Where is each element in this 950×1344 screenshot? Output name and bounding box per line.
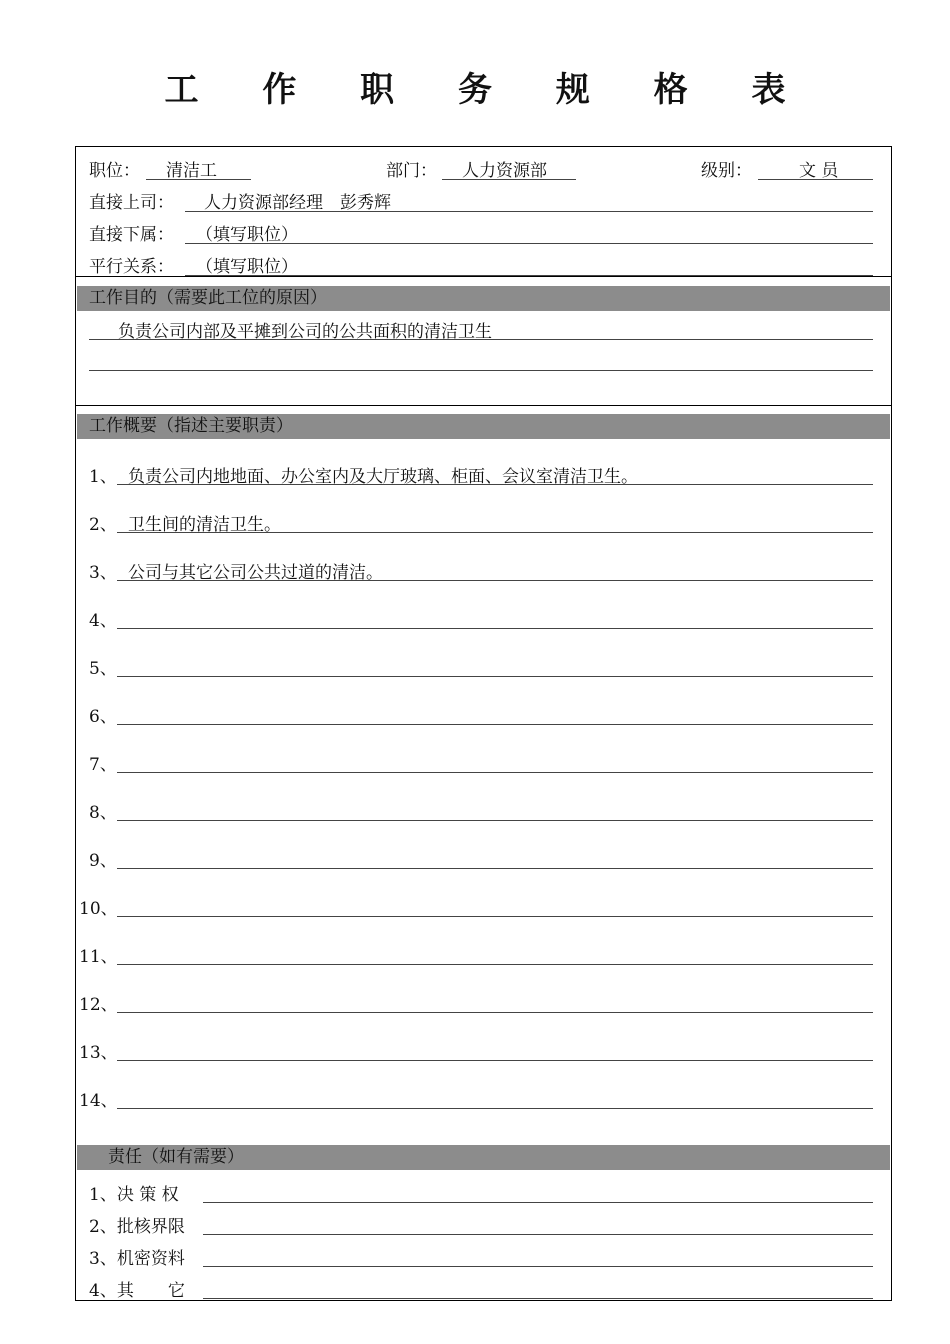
level-underline — [758, 179, 873, 180]
subordinate-value: （填写职位） — [196, 225, 298, 245]
responsibility-item-label: 1、决 策 权 — [89, 1185, 179, 1205]
summary-item-underline — [117, 1060, 873, 1061]
summary-item-underline — [117, 1108, 873, 1109]
responsibility-item-underline — [203, 1298, 873, 1299]
summary-item-number: 14、 — [79, 1091, 118, 1111]
supervisor-underline — [185, 211, 873, 212]
summary-item-underline — [117, 724, 873, 725]
summary-item-number: 6、 — [89, 707, 117, 727]
summary-item-number: 13、 — [79, 1043, 118, 1063]
summary-item-number: 10、 — [79, 899, 118, 919]
level-label: 级别： — [701, 161, 752, 181]
subordinate-label: 直接下属： — [89, 225, 174, 245]
purpose-section-bar — [77, 286, 890, 311]
position-underline — [146, 179, 251, 180]
dept-label: 部门： — [386, 161, 437, 181]
summary-item-text: 负责公司内地地面、办公室内及大厅玻璃、柜面、会议室清洁卫生。 — [128, 467, 638, 487]
summary-item-underline — [117, 964, 873, 965]
purpose-text: 负责公司内部及平摊到公司的公共面积的清洁卫生 — [118, 322, 492, 342]
summary-item-underline — [117, 868, 873, 869]
responsibility-heading: 责任（如有需要） — [108, 1147, 244, 1167]
summary-heading: 工作概要（指述主要职责） — [89, 416, 293, 436]
summary-item-underline — [117, 628, 873, 629]
page-title: 工 作 职 务 规 格 表 — [164, 70, 812, 110]
summary-item-underline — [117, 676, 873, 677]
summary-item-number: 5、 — [89, 659, 117, 679]
summary-item-number: 8、 — [89, 803, 117, 823]
supervisor-value: 人力资源部经理 彭秀辉 — [204, 193, 391, 213]
parallel-label: 平行关系： — [89, 257, 174, 277]
summary-item-number: 9、 — [89, 851, 117, 871]
responsibility-item-label: 2、批核界限 — [89, 1217, 185, 1237]
summary-item-underline — [117, 532, 873, 533]
responsibility-item-underline — [203, 1202, 873, 1203]
summary-item-number: 12、 — [79, 995, 118, 1015]
summary-item-underline — [117, 772, 873, 773]
summary-item-text: 公司与其它公司公共过道的清洁。 — [128, 563, 383, 583]
summary-item-text: 卫生间的清洁卫生。 — [128, 515, 281, 535]
position-value: 清洁工 — [166, 161, 217, 181]
summary-item-underline — [117, 1012, 873, 1013]
supervisor-label: 直接上司： — [89, 193, 174, 213]
summary-item-underline — [117, 580, 873, 581]
purpose-underline — [89, 370, 873, 371]
summary-item-number: 2、 — [89, 515, 117, 535]
summary-item-underline — [117, 484, 873, 485]
responsibility-item-label: 3、机密资料 — [89, 1249, 185, 1269]
summary-item-number: 11、 — [79, 947, 118, 967]
responsibility-section-bar — [77, 1145, 890, 1170]
divider — [75, 276, 892, 277]
divider — [75, 405, 892, 406]
parallel-value: （填写职位） — [196, 257, 298, 277]
summary-section-bar — [77, 414, 890, 439]
dept-underline — [442, 179, 576, 180]
responsibility-item-underline — [203, 1266, 873, 1267]
purpose-underline — [89, 339, 873, 340]
subordinate-underline — [185, 243, 873, 244]
responsibility-item-underline — [203, 1234, 873, 1235]
summary-item-number: 4、 — [89, 611, 117, 631]
summary-item-number: 3、 — [89, 563, 117, 583]
summary-item-underline — [117, 916, 873, 917]
position-label: 职位： — [89, 161, 140, 181]
summary-item-number: 1、 — [89, 467, 117, 487]
level-value: 文 员 — [799, 161, 839, 181]
responsibility-item-label: 4、其 它 — [89, 1281, 185, 1301]
purpose-heading: 工作目的（需要此工位的原因） — [89, 288, 327, 308]
summary-item-number: 7、 — [89, 755, 117, 775]
summary-item-underline — [117, 820, 873, 821]
dept-value: 人力资源部 — [462, 161, 547, 181]
